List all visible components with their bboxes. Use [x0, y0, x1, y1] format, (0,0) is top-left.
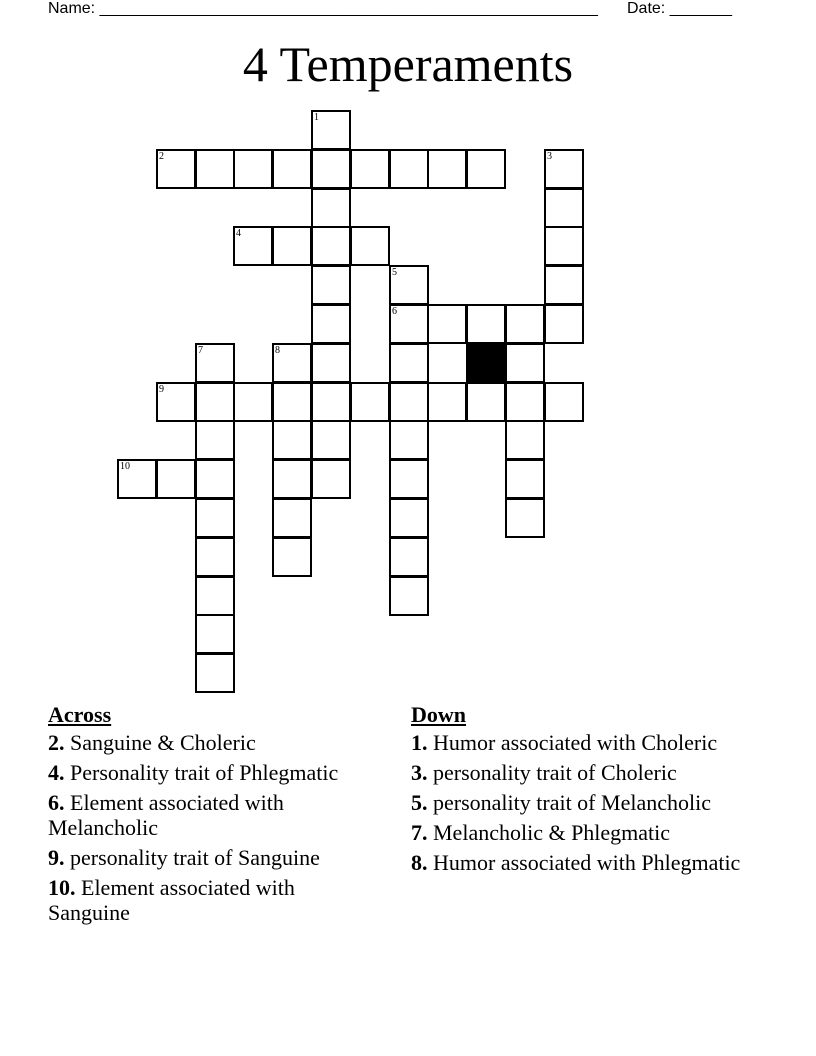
clue-number: 4. [48, 760, 65, 785]
crossword-cell[interactable] [311, 226, 351, 266]
crossword-cell[interactable] [311, 149, 351, 189]
crossword-cell[interactable] [544, 149, 584, 189]
crossword-cell[interactable] [544, 188, 584, 228]
crossword-cell[interactable] [195, 149, 235, 189]
crossword-cell[interactable] [505, 343, 545, 383]
clue-text: Element associated with Melancholic [48, 790, 284, 840]
crossword-cell[interactable] [427, 304, 467, 344]
crossword-cell[interactable] [311, 110, 351, 150]
crossword-cell[interactable] [156, 149, 196, 189]
down-clue [411, 730, 751, 755]
crossword-cell[interactable] [272, 498, 312, 538]
crossword-cell[interactable] [350, 382, 390, 422]
crossword-cell[interactable] [195, 420, 235, 460]
crossword-cell[interactable] [195, 498, 235, 538]
crossword-cell[interactable] [505, 498, 545, 538]
clue-number: 3. [411, 760, 428, 785]
crossword-cell[interactable] [389, 459, 429, 499]
crossword-cell[interactable] [311, 304, 351, 344]
clue-number: 5. [411, 790, 428, 815]
crossword-cell[interactable] [311, 382, 351, 422]
clue-number: 9. [48, 845, 65, 870]
crossword-cell[interactable] [505, 304, 545, 344]
clue-number: 1. [411, 730, 428, 755]
crossword-cell[interactable] [505, 420, 545, 460]
down-clues [411, 702, 751, 880]
cell-number: 6 [392, 306, 397, 317]
crossword-cell[interactable] [156, 459, 196, 499]
crossword-cell[interactable] [466, 304, 506, 344]
crossword-cell[interactable] [272, 149, 312, 189]
cell-number: 10 [120, 461, 130, 472]
crossword-cell[interactable] [311, 420, 351, 460]
crossword-cell[interactable] [233, 149, 273, 189]
crossword-cell[interactable] [272, 420, 312, 460]
crossword-cell[interactable] [311, 459, 351, 499]
date-field-label: Date: _______ [627, 0, 732, 17]
crossword-cell[interactable] [195, 537, 235, 577]
crossword-cell[interactable] [272, 226, 312, 266]
crossword-cell[interactable] [272, 459, 312, 499]
clue-number: 8. [411, 850, 428, 875]
crossword-cell[interactable] [427, 382, 467, 422]
crossword-cell[interactable] [466, 149, 506, 189]
crossword-cell[interactable] [195, 382, 235, 422]
crossword-cell[interactable] [195, 614, 235, 654]
clue-text: personality trait of Melancholic [433, 790, 711, 815]
crossword-cell[interactable] [350, 226, 390, 266]
crossword-cell[interactable] [466, 382, 506, 422]
page-title: 4 Temperaments [242, 36, 574, 92]
crossword-cell[interactable] [233, 226, 273, 266]
cell-number: 2 [159, 151, 164, 162]
crossword-cell[interactable] [311, 343, 351, 383]
crossword-cell[interactable] [195, 576, 235, 616]
crossword-cell[interactable] [389, 149, 429, 189]
crossword-block [466, 343, 506, 383]
clue-text: Sanguine & Choleric [70, 730, 256, 755]
crossword-cell[interactable] [195, 459, 235, 499]
crossword-cell[interactable] [156, 382, 196, 422]
clue-text: Personality trait of Phlegmatic [70, 760, 339, 785]
down-clue [411, 760, 751, 785]
crossword-cell[interactable] [544, 304, 584, 344]
crossword-cell[interactable] [389, 420, 429, 460]
crossword-cell[interactable] [505, 382, 545, 422]
crossword-cell[interactable] [311, 188, 351, 228]
down-clue [411, 790, 751, 815]
crossword-cell[interactable] [389, 382, 429, 422]
crossword-cell[interactable] [272, 382, 312, 422]
crossword-cell[interactable] [389, 537, 429, 577]
clue-number: 10. [48, 875, 76, 900]
name-field-label: Name: ________________________________________________________ [48, 0, 598, 17]
crossword-cell[interactable] [389, 576, 429, 616]
crossword-cell[interactable] [505, 459, 545, 499]
cell-number: 1 [314, 112, 319, 123]
across-clue [48, 875, 378, 925]
cell-number: 7 [198, 345, 203, 356]
crossword-cell[interactable] [389, 265, 429, 305]
across-clue [48, 730, 378, 755]
across-clues [48, 702, 378, 930]
cell-number: 8 [275, 345, 280, 356]
crossword-cell[interactable] [544, 226, 584, 266]
cell-number: 5 [392, 267, 397, 278]
down-heading: Down [411, 702, 467, 727]
cell-number: 4 [236, 228, 241, 239]
crossword-cell[interactable] [389, 304, 429, 344]
clue-text: Humor associated with Phlegmatic [433, 850, 741, 875]
crossword-cell[interactable] [195, 343, 235, 383]
clue-number: 2. [48, 730, 65, 755]
down-clue [411, 820, 751, 845]
crossword-cell[interactable] [233, 382, 273, 422]
crossword-cell[interactable] [544, 382, 584, 422]
crossword-cell[interactable] [311, 265, 351, 305]
clue-number: 6. [48, 790, 65, 815]
across-clue [48, 760, 378, 785]
down-clue [411, 850, 751, 875]
crossword-cell[interactable] [117, 459, 157, 499]
crossword-cell[interactable] [272, 537, 312, 577]
across-clue [48, 845, 378, 870]
cell-number: 9 [159, 384, 164, 395]
across-heading: Across [48, 702, 112, 727]
crossword-cell[interactable] [389, 498, 429, 538]
crossword-cell[interactable] [389, 343, 429, 383]
cell-number: 3 [547, 151, 552, 162]
crossword-cell[interactable] [350, 149, 390, 189]
across-clue [48, 790, 378, 840]
clue-text: Melancholic & Phlegmatic [433, 820, 671, 845]
crossword-cell[interactable] [272, 343, 312, 383]
crossword-cell[interactable] [195, 653, 235, 693]
clue-text: personality trait of Sanguine [70, 845, 320, 870]
clue-number: 7. [411, 820, 428, 845]
clue-text: personality trait of Choleric [433, 760, 677, 785]
clue-text: Element associated with Sanguine [48, 875, 295, 925]
clue-text: Humor associated with Choleric [433, 730, 718, 755]
crossword-cell[interactable] [544, 265, 584, 305]
crossword-cell[interactable] [427, 149, 467, 189]
